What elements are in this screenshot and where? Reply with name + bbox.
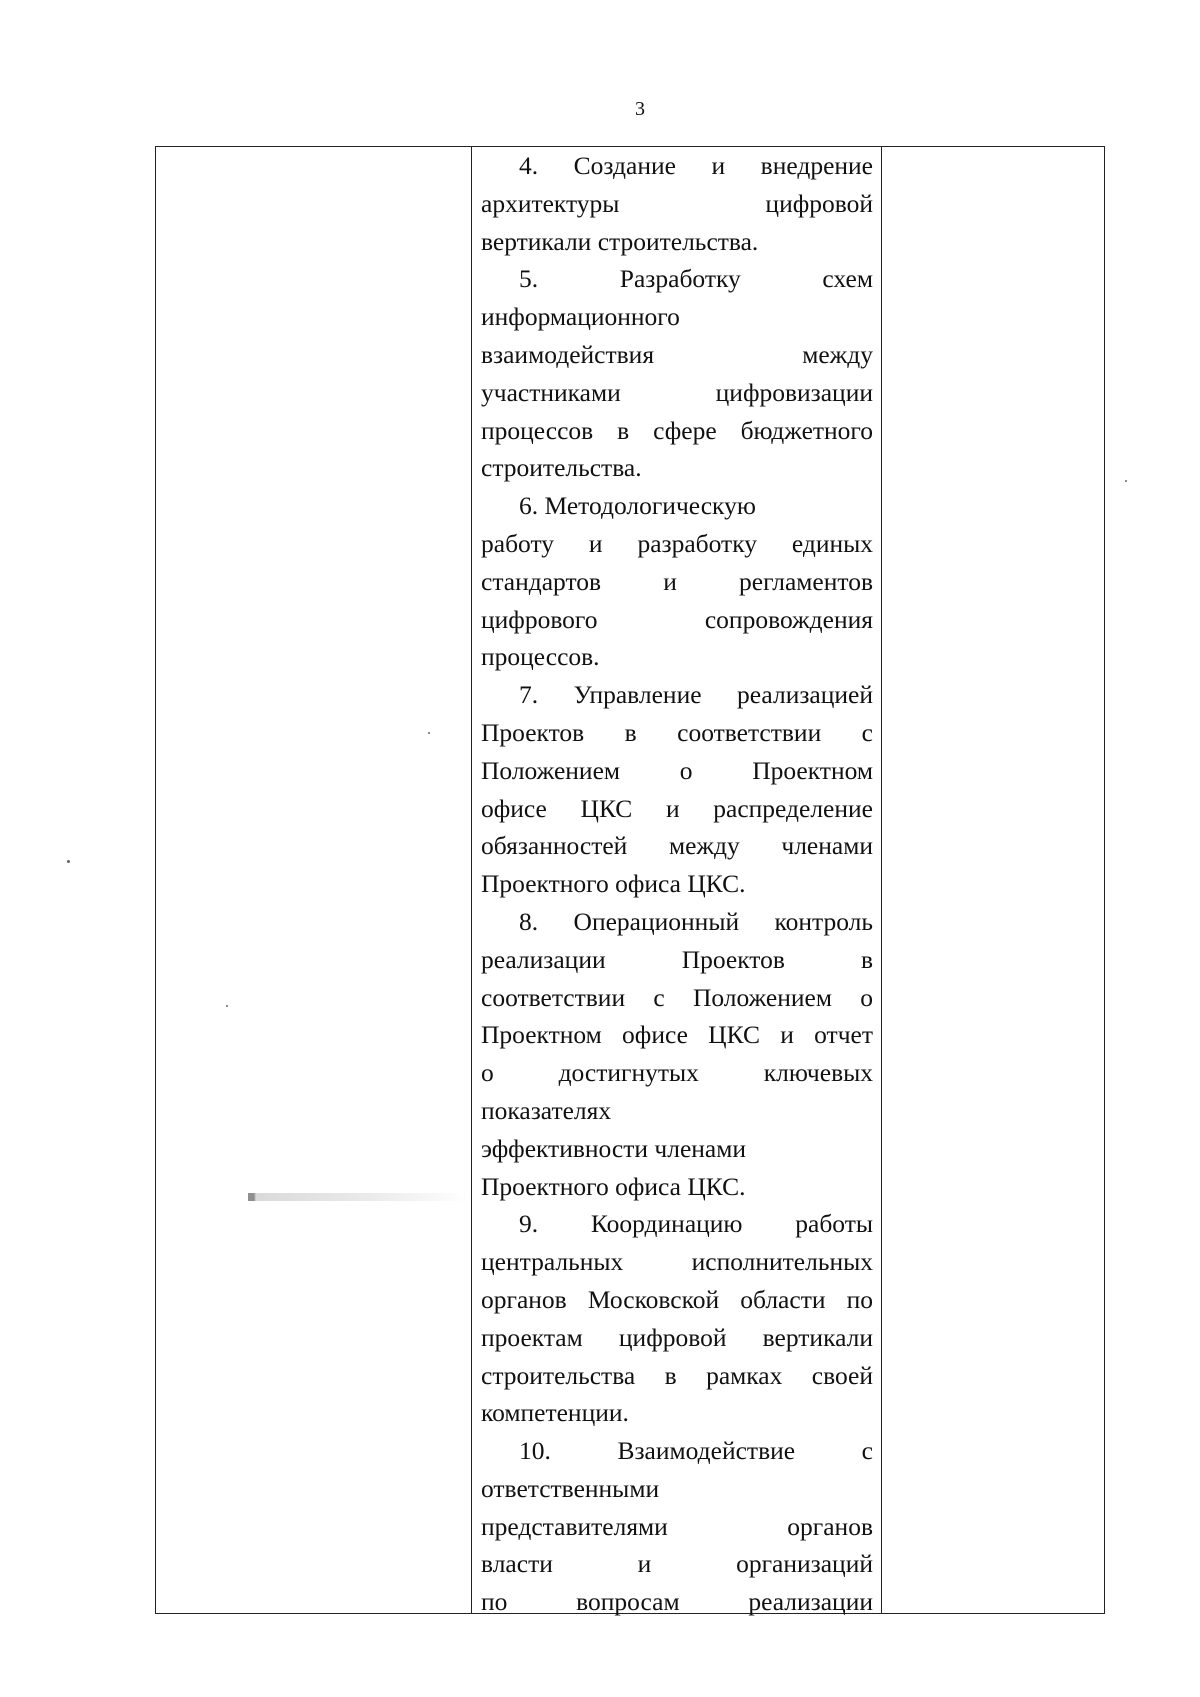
middle-column-text	[481, 147, 873, 1621]
text-line: 10. Взаимодействие с	[519, 1436, 873, 1466]
text-line: эффективности членами	[481, 1133, 747, 1163]
text-line: цифрового сопровождения	[481, 604, 873, 634]
text-line: участниками цифровизации	[481, 377, 873, 407]
text-line: Проектного офиса ЦКС.	[481, 1171, 746, 1201]
text-line: о достигнутых ключевых	[481, 1058, 873, 1088]
text-line: строительства.	[481, 453, 642, 483]
text-line: стандартов и регламентов	[481, 566, 873, 596]
scan-smudge	[248, 1193, 468, 1201]
scan-speck	[67, 860, 70, 863]
text-line: процессов.	[481, 642, 600, 672]
text-line: проектам цифровой вертикали	[481, 1322, 873, 1352]
text-line: 9. Координацию работы	[519, 1209, 873, 1239]
text-line: процессов в сфере бюджетного	[481, 415, 873, 445]
text-line: Проектном офисе ЦКС и отчет	[481, 1020, 873, 1050]
text-line: соответствии с Положением о	[481, 982, 873, 1012]
text-line: по вопросам реализации	[481, 1587, 873, 1617]
text-line: офисе ЦКС и распределение	[481, 793, 873, 823]
table-column-right	[881, 147, 1106, 1613]
text-line: взаимодействия между	[481, 339, 873, 369]
text-line: обязанностей между членами	[481, 831, 873, 861]
text-line: Проектов в соответствии с	[481, 717, 873, 747]
text-line: реализации Проектов в	[481, 944, 873, 974]
text-line: ответственными	[481, 1473, 660, 1503]
page-number: 3	[635, 98, 645, 120]
text-line: архитектуры цифровой	[481, 188, 873, 218]
text-line: 7. Управление реализацией	[519, 680, 873, 710]
text-line: показателях	[481, 1095, 612, 1125]
text-line: власти и организаций	[481, 1549, 873, 1579]
scan-speck	[1125, 480, 1127, 482]
table-column-middle	[471, 147, 882, 1617]
text-line: строительства в рамках своей	[481, 1360, 873, 1390]
text-line: информационного	[481, 302, 680, 332]
text-line: представителями органов	[481, 1511, 873, 1541]
table-column-left	[156, 147, 472, 1613]
text-line: Проектного офиса ЦКС.	[481, 869, 746, 899]
text-line: 6. Методологическую	[519, 491, 756, 521]
document-table	[155, 146, 1105, 1617]
text-line: органов Московской области по	[481, 1284, 873, 1314]
scan-speck	[428, 732, 430, 734]
scan-speck	[226, 1005, 228, 1007]
text-line: работу и разработку единых	[481, 528, 873, 558]
text-line: 8. Операционный контроль	[519, 906, 873, 936]
text-line: 4. Создание и внедрение	[519, 151, 873, 180]
text-line: вертикали строительства.	[481, 226, 759, 256]
text-line: компетенции.	[481, 1398, 629, 1428]
text-line: 5. Разработку схем	[519, 264, 873, 294]
text-line: Положением о Проектном	[481, 755, 873, 785]
text-line: центральных исполнительных	[481, 1247, 873, 1277]
